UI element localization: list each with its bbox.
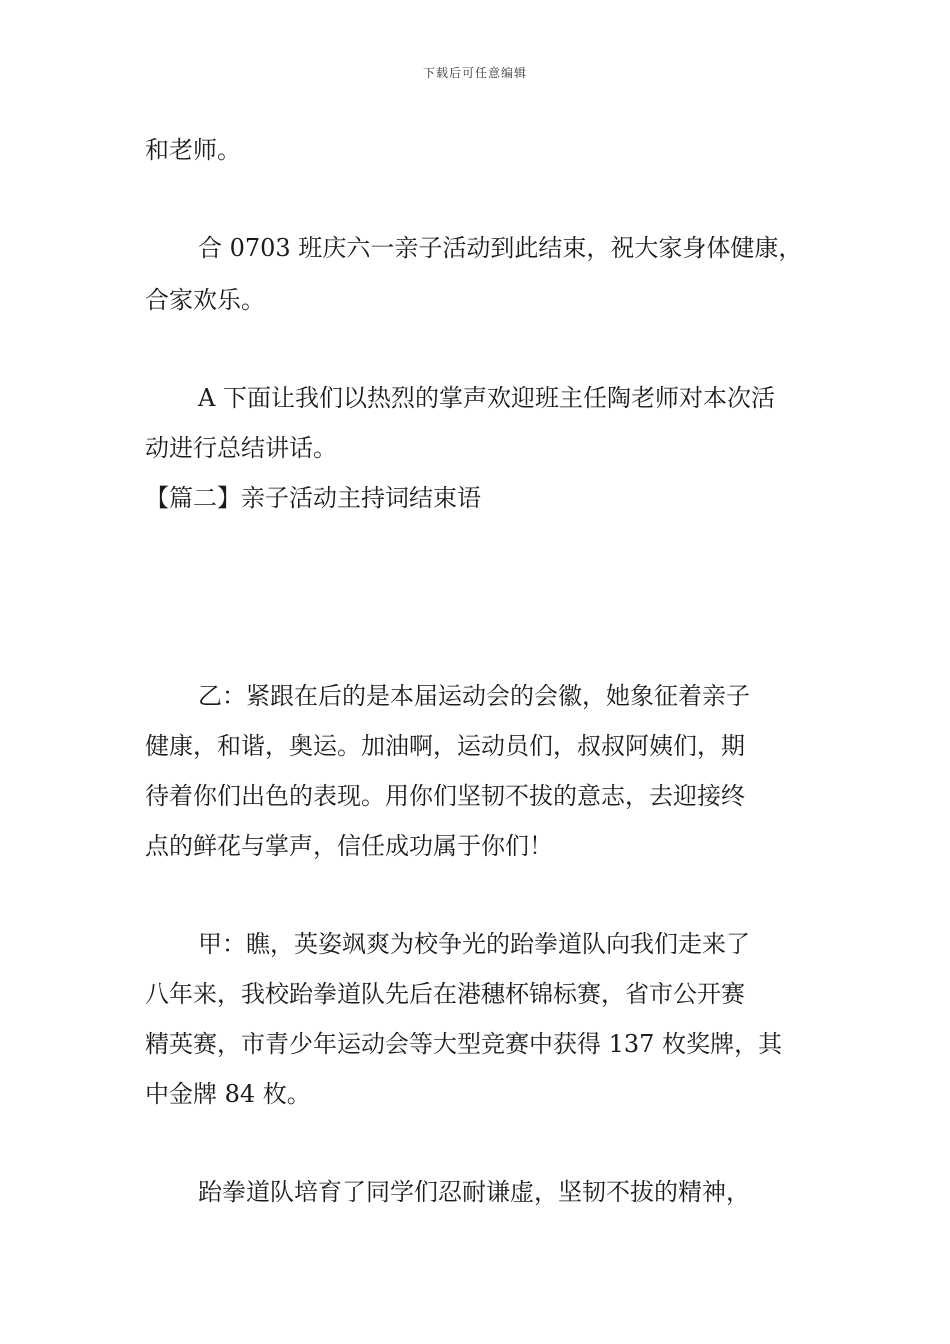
text-line: 合家欢乐。 (145, 286, 265, 314)
text-line: 中金牌 84 枚。 (145, 1080, 311, 1108)
text-line: 跆拳道队培育了同学们忍耐谦虚，坚韧不拔的精神， (198, 1178, 750, 1206)
text-line: 点的鲜花与掌声，信任成功属于你们！ (145, 832, 553, 860)
text-line: 待着你们出色的表现。用你们坚韧不拔的意志，去迎接终 (145, 782, 745, 810)
text-line: 合 0703 班庆六一亲子活动到此结束，祝大家身体健康， (198, 234, 803, 262)
text-line: 动进行总结讲话。 (145, 434, 337, 462)
text-line: 甲：瞧，英姿飒爽为校争光的跆拳道队向我们走来了 (198, 930, 750, 958)
text-line: 八年来，我校跆拳道队先后在港穗杯锦标赛，省市公开赛 (145, 980, 745, 1008)
text-line: 健康，和谐，奥运。加油啊，运动员们，叔叔阿姨们，期 (145, 732, 745, 760)
header-note: 下载后可任意编辑 (422, 66, 527, 80)
text-line: A 下面让我们以热烈的掌声欢迎班主任陶老师对本次活 (198, 384, 775, 412)
section-heading: 【篇二】亲子活动主持词结束语 (145, 484, 481, 512)
text-line: 乙：紧跟在后的是本届运动会的会徽，她象征着亲子 (198, 682, 750, 710)
text-line: 和老师。 (145, 136, 241, 164)
text-line: 精英赛，市青少年运动会等大型竞赛中获得 137 枚奖牌，其 (145, 1030, 783, 1058)
